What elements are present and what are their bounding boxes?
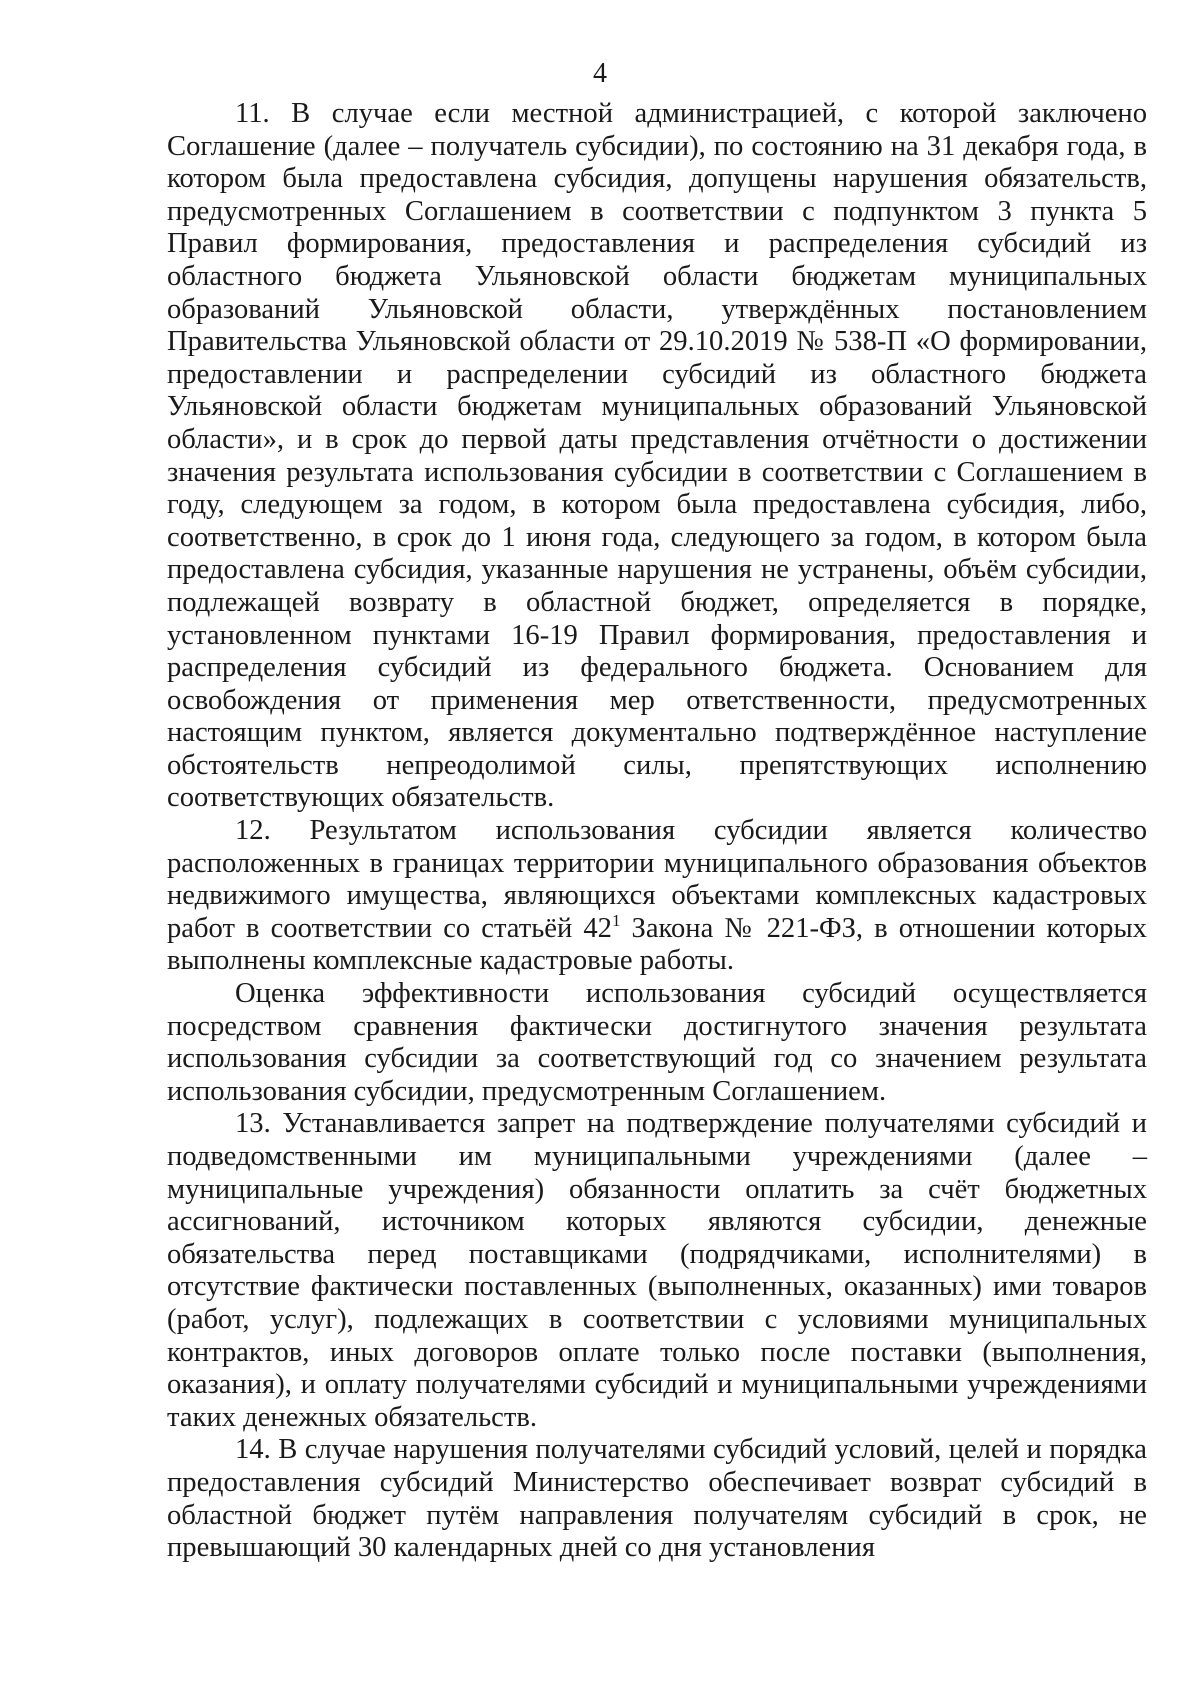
paragraph-14: 14. В случае нарушения получателями субсидий условий, целей и порядка предоставления субсидий Министерство обеспечивает возврат субсидий в областной бюджет путём направления получателям субсидий в срок, не превышающий 30 календарных дней со дня установления: [167, 1434, 1147, 1564]
page-number: 4: [593, 58, 607, 89]
paragraph-12: [167, 815, 1147, 978]
paragraph-12-evaluation: Оценка эффективности использования субсидий осуществляется посредством сравнения фактически достигнутого значения результата использования субсидии за соответствующий год со значением результата использования субсидии, предусмотренным Соглашением.: [167, 978, 1147, 1107]
paragraph-12-text-end: Закона № 221-ФЗ, в отношении которых выполнены комплексные кадастровые работы.: [167, 912, 1147, 977]
paragraph-11: 11. В случае если местной администрацией, с которой заключено Соглашение (далее – получатель субсидии), по состоянию на 31 декабря года, в котором была предоставлена субсидия, допущены нарушения обязательств, предусмотренных Соглашением в соответствии с подпунктом 3 пункта 5 Правил формирования, предоставления и распределения субсидий из областного бюджета Ульяновской области бюджетам муниципальных образований Ульяновской области, утверждённых постановлением Правительства Ульяновской области от 29.10.2019 № 538-П «О формировании, предоставлении и распределении субсидий из областного бюджета Ульяновской области бюджетам муниципальных образований Ульяновской области», и в срок до первой даты представления отчётности о достижении значения результата использования субсидии в соответствии с Соглашением в году, следующем за годом, в котором была предоставлена субсидия, либо, соответственно, в срок до 1 июня года, следующего за годом, в котором была предоставлена субсидия, указанные нарушения не устранены, объём субсидии, подлежащей возврату в областной бюджет, определяется в порядке, установленном пунктами 16-19 Правил формирования, предоставления и распределения субсидий из федерального бюджета. Основанием для освобождения от применения мер ответственности, предусмотренных настоящим пунктом, является документально подтверждённое наступление обстоятельств непреодолимой силы, препятствующих исполнению соответствующих обязательств.: [167, 98, 1147, 814]
article-superscript: 1: [611, 910, 621, 930]
document-body: [167, 98, 1147, 1565]
paragraph-12-text-start: 12. Результатом использования субсидии является количество расположенных в границах территории муниципального образования объектов недвижимого имущества, являющихся объектами комплексных кадастровых работ в соответствии со статьёй 42: [167, 815, 1147, 944]
paragraph-13: 13. Устанавливается запрет на подтверждение получателями субсидий и подведомственными им муниципальными учреждениями (далее – муниципальные учреждения) обязанности оплатить за счёт бюджетных ассигнований, источником которых являются субсидии, денежные обязательства перед поставщиками (подрядчиками, исполнителями) в отсутствие фактически поставленных (выполненных, оказанных) ими товаров (работ, услуг), подлежащих в соответствии с условиями муниципальных контрактов, иных договоров оплате только после поставки (выполнения, оказания), и оплату получателями субсидий и муниципальными учреждениями таких денежных обязательств.: [167, 1108, 1147, 1433]
